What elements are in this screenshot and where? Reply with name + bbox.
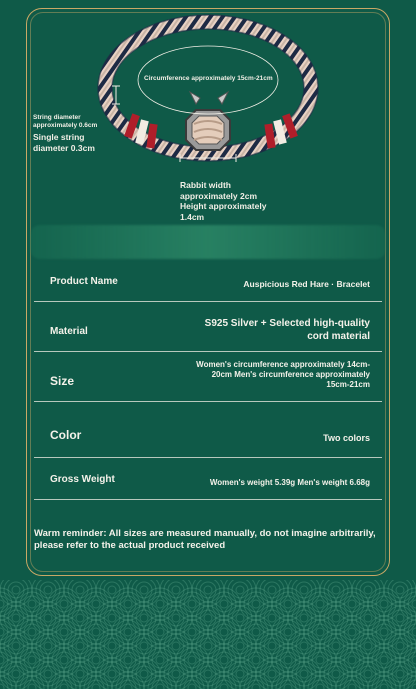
spec-label: Material [50,326,88,337]
spec-row-color [34,402,382,458]
spec-value: Two colors [323,433,370,443]
string-diameter-label: String diameter approximately 0.6cm [33,114,98,130]
spec-row-product-name [34,262,382,302]
spec-value: Women's weight 5.39g Men's weight 6.68g [209,478,370,487]
warm-reminder: Warm reminder: All sizes are measured manually, do not imagine arbitrarily, please refer to the actual product received [34,528,376,551]
spec-row-size [34,352,382,402]
circumference-label: Circumference approximately 15cm-21cm [144,75,273,82]
glow-band [30,225,386,259]
spec-label: Color [50,428,82,442]
wave-pattern [0,580,416,689]
spec-value: S925 Silver + Selected high-quality cord material [204,318,370,342]
spec-row-material [34,302,382,352]
spec-table [34,262,382,500]
single-string-label: Single string diameter 0.3cm [33,132,95,153]
spec-value: Auspicious Red Hare · Bracelet [243,279,370,289]
spec-label: Size [50,374,75,388]
spec-label: Gross Weight [50,474,115,485]
rabbit-charm [186,92,230,150]
spec-label: Product Name [50,276,118,287]
spec-value: Women's circumference approximately 14cm-20cm Men's circumference approximately 15cm-21cm [196,360,370,389]
rabbit-size-label: Rabbit width approximately 2cm Height approximately 1.4cm [180,180,267,222]
spec-row-gross-weight [34,458,382,500]
